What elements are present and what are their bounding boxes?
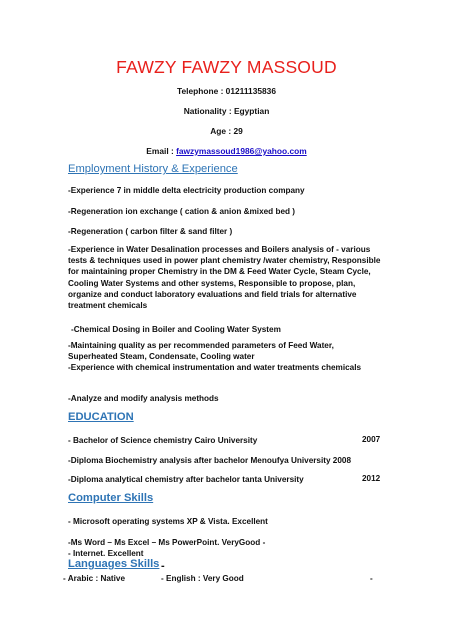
education-row: -Diploma Biochemistry analysis after bachelor Menoufya University 2008 [68, 456, 352, 465]
age-line: Age : 29 [210, 126, 243, 136]
languages-dash: - [161, 560, 165, 572]
employment-item: -Regeneration ( carbon filter & sand filter ) [68, 227, 233, 236]
language-trailing-dash: - [370, 574, 373, 583]
email-line [0, 146, 453, 156]
email-label: Email : [146, 146, 174, 156]
employment-item: -Analyze and modify analysis methods [68, 394, 219, 403]
computer-skill-item: -Ms Word – Ms Excel – Ms PowerPoint. VeryGood - [68, 538, 266, 547]
telephone-line: Telephone : 01211135836 [176, 86, 276, 96]
education-year: 2007 [362, 435, 381, 444]
computer-skills-heading: Computer Skills [68, 492, 154, 504]
education-row: - Bachelor of Science chemistry Cairo University [68, 436, 258, 445]
employment-item: -Regeneration ion exchange ( cation & anion &mixed bed ) [68, 207, 296, 216]
education-year: 2012 [362, 474, 381, 483]
language-english: - English : Very Good [161, 574, 244, 583]
computer-skill-item: - Microsoft operating systems XP & Vista. Excellent [68, 517, 268, 526]
employment-item: -Experience 7 in middle delta electricity production company [68, 186, 305, 195]
language-arabic: - Arabic : Native [63, 574, 126, 583]
candidate-name: FAWZY FAWZY MASSOUD [116, 57, 337, 77]
languages-heading: Languages Skills [68, 558, 160, 570]
employment-item: -Maintaining quality as per recommended parameters of Feed Water, Superheated Steam, Condensate, Cooling water [68, 341, 334, 362]
nationality-line: Nationality : Egyptian [183, 106, 270, 116]
email-link[interactable]: fawzymassoud1986@yahoo.com [176, 146, 307, 156]
employment-item: -Chemical Dosing in Boiler and Cooling Water System [71, 325, 281, 334]
employment-item: -Experience with chemical instrumentation and water treatments chemicals [68, 363, 362, 372]
education-row: -Diploma analytical chemistry after bachelor tanta University [68, 475, 304, 484]
education-heading: EDUCATION [68, 411, 134, 423]
employment-heading: Employment History & Experience [68, 163, 238, 175]
computer-skill-item: - Internet. Excellent [68, 549, 144, 558]
employment-item: -Experience in Water Desalination processes and Boilers analysis of - various tests & techniques used in power plant chemistry /water chemistry, Responsible for maintaining proper Chemistry in the DM & Feed Water Cycle, Steam Cycle, Cooling Water Systems and other systems, Responsible to propose, plan, organize and conduct laboratory evaluations and field trials for alternative treatment chemicals [68, 245, 381, 311]
